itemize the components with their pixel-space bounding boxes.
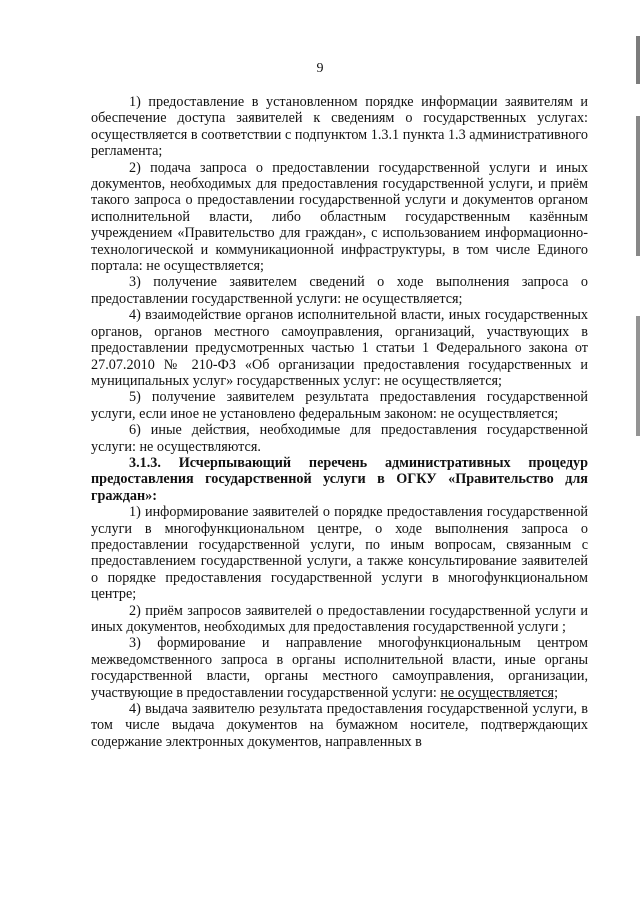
document-body — [91, 94, 588, 750]
mfc-item-1: 1) информирование заявителей о порядке предоставления государственной услуги в многофункциональном центре, о ходе выполнения запроса о предоставлении государственной услуги, по иным вопросам, связанным с предоставлением государственной услуги, а также консультирование заявителей о порядке предоставления государственной услуги в многофункциональном центре; — [91, 504, 588, 603]
mfc-item-4: 4) выдача заявителю результата предоставления государственной услуги, в том числе выдача документов на бумажном носителе, подтверждающих содержание электронных документов, направленных в — [91, 701, 588, 750]
page-number: 9 — [316, 61, 324, 76]
paragraph-item-2: 2) подача запроса о предоставлении государственной услуги и иных документов, необходимых для предоставления государственной услуги, и приём такого запроса о предоставлении государственной услуги и документов органом исполнительной власти, либо областным государственным казённым учреждением «Правительство для граждан», с использованием информационно-технологической и коммуникационной инфраструктуры, в том числе Единого портала: не осуществляется; — [91, 159, 588, 275]
paragraph-item-5: 5) получение заявителем результата предоставления государственной услуги, если иное не установлено федеральным законом: не осуществляется; — [91, 389, 588, 422]
paragraph-item-6: 6) иные действия, необходимые для предоставления государственной услуги: не осуществляются. — [91, 422, 588, 455]
mfc-item-3-status: не осуществляется; — [440, 684, 559, 701]
paragraph-item-3: 3) получение заявителем сведений о ходе выполнения запроса о предоставлении государственной услуги: не осуществляется; — [91, 274, 588, 307]
mfc-item-3 — [91, 635, 588, 701]
paragraph-item-4: 4) взаимодействие органов исполнительной власти, иных государственных органов, органов местного самоуправления, организаций, участвующих в предоставлении предусмотренных частью 1 статьи 1 Федерального закона от 27.07.2010 № 210-ФЗ «Об организации предоставления государственных и муниципальных услуг» государственных услуг: не осуществляется; — [91, 307, 588, 389]
mfc-item-2: 2) приём запросов заявителей о предоставлении государственной услуги и иных документов, необходимых для предоставления государственной услуги ; — [91, 602, 588, 635]
section-heading: 3.1.3. Исчерпывающий перечень административных процедур предоставления государственной услуги в ОГКУ «Правительство для граждан»: — [91, 454, 588, 504]
paragraph-item-1: 1) предоставление в установленном порядке информации заявителям и обеспечение доступа заявителей к сведениям о государственных услугах: осуществляется в соответствии с подпунктом 1.3.1 пункта 1.3 административного регламента; — [91, 94, 588, 160]
scan-edge-mark — [636, 36, 640, 436]
mfc-item-3-text: 3) формирование и направление многофункциональным центром межведомственного запроса в органы исполнительной власти, иные органы государственной власти, органы местного самоуправления, организации, участвующие в предоставлении государственной услуги: — [91, 635, 588, 701]
